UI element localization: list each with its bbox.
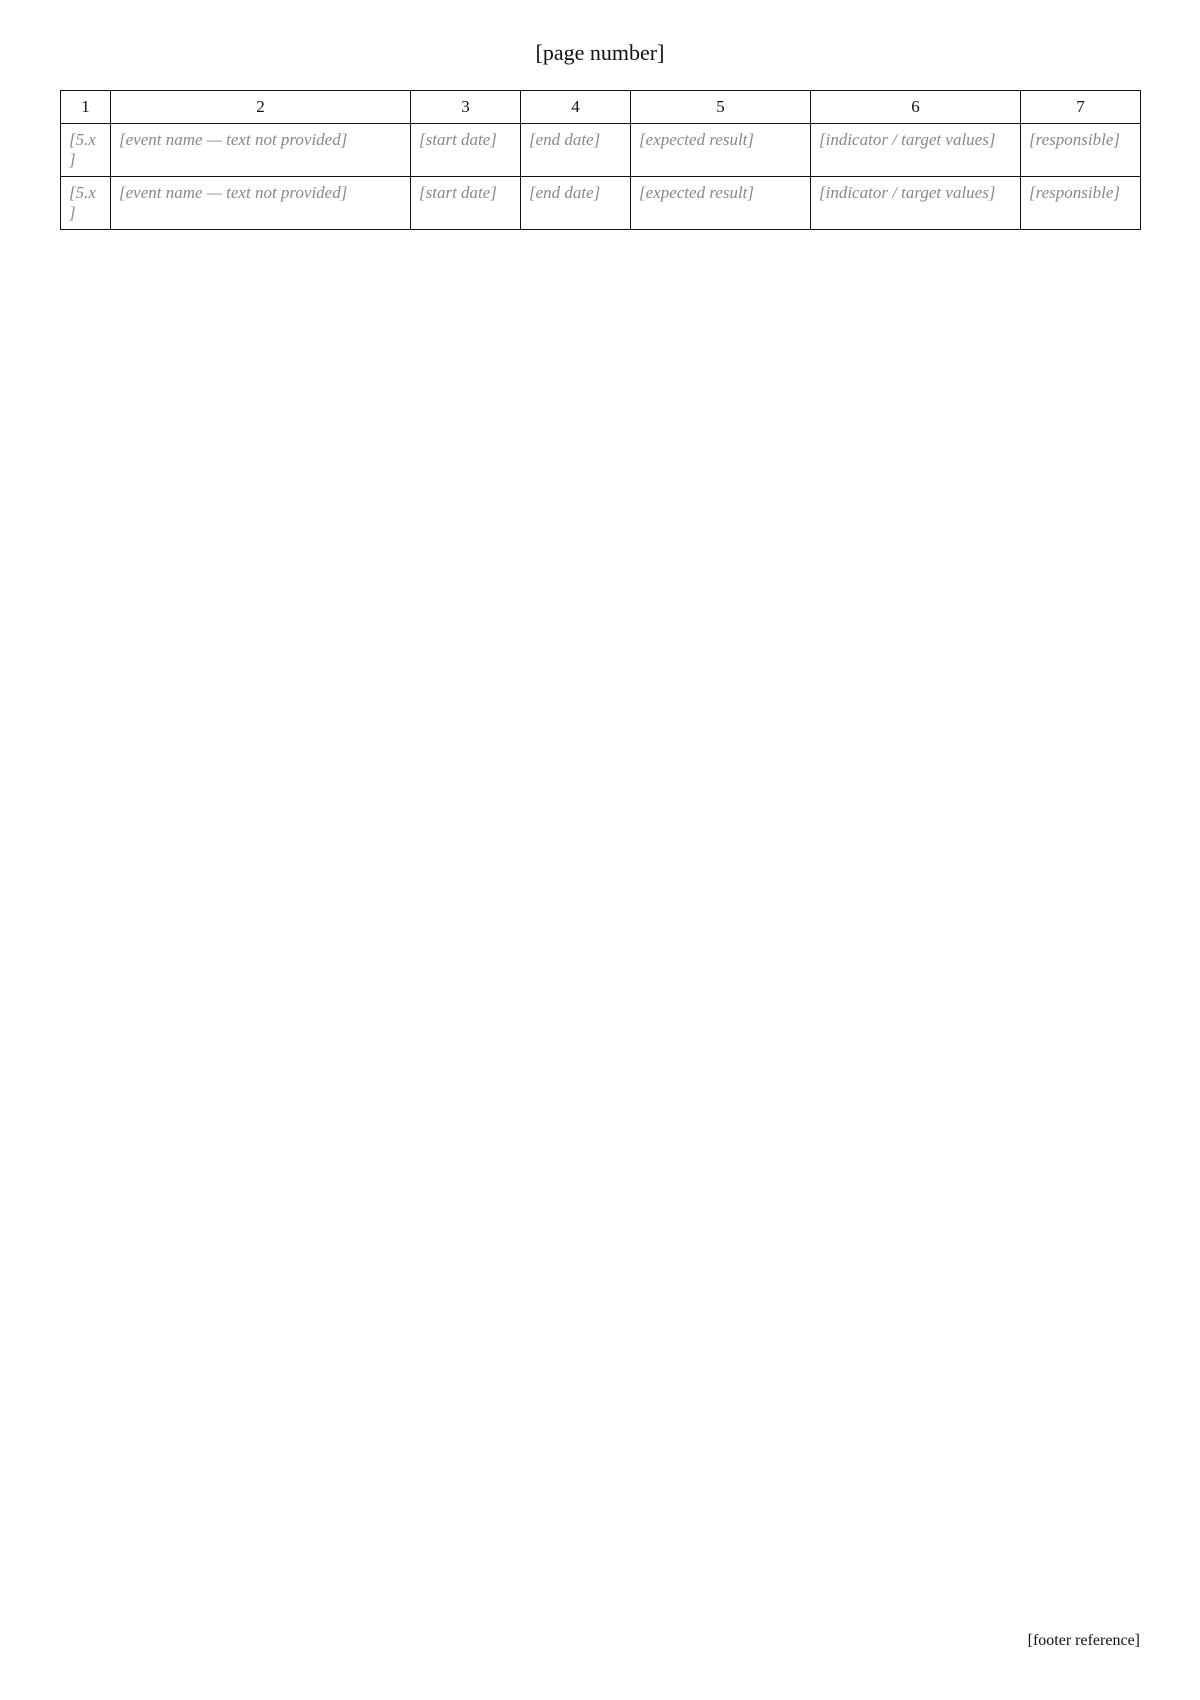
table-cell: [event name — text not provided] bbox=[111, 177, 411, 230]
table-cell: [5.x] bbox=[61, 177, 111, 230]
column-header: 7 bbox=[1021, 91, 1141, 124]
table-header-row bbox=[61, 91, 1141, 124]
column-header: 2 bbox=[111, 91, 411, 124]
document-footer: [footer reference] bbox=[1027, 1632, 1140, 1649]
table-cell: [event name — text not provided] bbox=[111, 124, 411, 177]
table-cell: [end date] bbox=[521, 177, 631, 230]
table-cell: [indicator / target values] bbox=[811, 177, 1021, 230]
table-cell: [5.x] bbox=[61, 124, 111, 177]
table-cell: [responsible] bbox=[1021, 177, 1141, 230]
page-number: [page number] bbox=[535, 40, 665, 65]
document-table bbox=[60, 90, 1141, 230]
column-header: 3 bbox=[411, 91, 521, 124]
column-header: 5 bbox=[631, 91, 811, 124]
table-cell: [end date] bbox=[521, 124, 631, 177]
table-cell: [start date] bbox=[411, 124, 521, 177]
table-cell: [expected result] bbox=[631, 177, 811, 230]
column-header: 4 bbox=[521, 91, 631, 124]
table-cell: [expected result] bbox=[631, 124, 811, 177]
column-header: 6 bbox=[811, 91, 1021, 124]
table-row bbox=[61, 124, 1141, 177]
table-row bbox=[61, 177, 1141, 230]
table-cell: [start date] bbox=[411, 177, 521, 230]
table-cell: [indicator / target values] bbox=[811, 124, 1021, 177]
table-cell: [responsible] bbox=[1021, 124, 1141, 177]
column-header: 1 bbox=[61, 91, 111, 124]
